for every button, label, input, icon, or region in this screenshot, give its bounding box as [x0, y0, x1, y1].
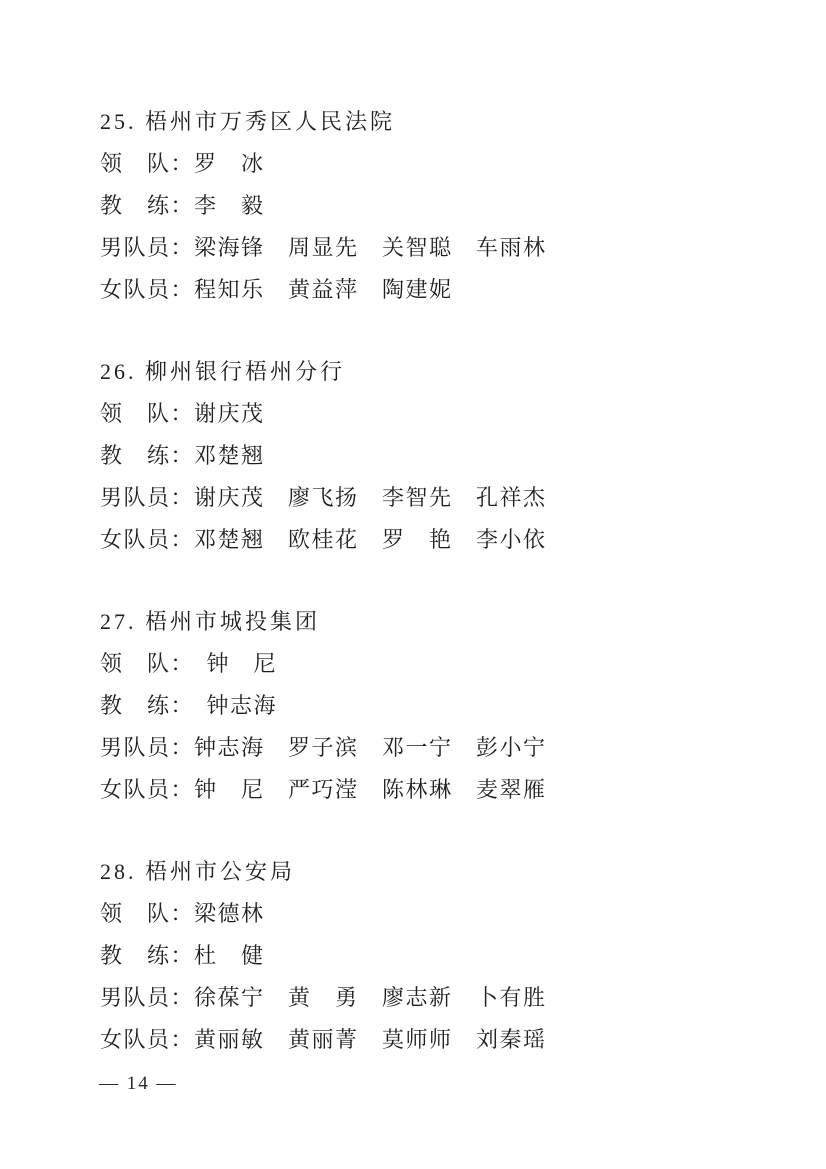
team-male-members-line: 男队员：梁海锋 周显先 关智聪 车雨林 — [100, 235, 547, 260]
team-section-25 — [100, 101, 776, 311]
team-title: 25. 梧州市万秀区人民法院 — [100, 109, 396, 134]
team-male-members-line: 男队员：谢庆茂 廖飞扬 李智先 孔祥杰 — [100, 485, 547, 510]
team-leader-line: 领 队：谢庆茂 — [100, 401, 265, 426]
team-title: 28. 梧州市公安局 — [100, 859, 296, 884]
team-female-members-line: 女队员：邓楚翘 欧桂花 罗 艳 李小依 — [100, 527, 547, 552]
team-male-members-line: 男队员：徐葆宁 黄 勇 廖志新 卜有胜 — [100, 985, 547, 1010]
team-coach-line: 教 练：杜 健 — [100, 943, 265, 968]
team-female-members-line: 女队员：黄丽敏 黄丽菁 莫师师 刘秦瑶 — [100, 1027, 547, 1052]
team-female-members-line: 女队员：钟 尼 严巧滢 陈林琳 麦翠雁 — [100, 777, 547, 802]
team-leader-line: 领 队： 钟 尼 — [100, 651, 278, 676]
team-male-members-line: 男队员：钟志海 罗子滨 邓一宁 彭小宁 — [100, 735, 547, 760]
team-title: 26. 柳州银行梧州分行 — [100, 359, 346, 384]
team-coach-line: 教 练： 钟志海 — [100, 693, 278, 718]
team-section-26 — [100, 351, 776, 561]
team-title: 27. 梧州市城投集团 — [100, 609, 321, 634]
team-coach-line: 教 练：李 毅 — [100, 193, 265, 218]
team-leader-line: 领 队：罗 冰 — [100, 151, 265, 176]
team-leader-line: 领 队：梁德林 — [100, 901, 265, 926]
team-coach-line: 教 练：邓楚翘 — [100, 443, 265, 468]
team-section-28 — [100, 851, 776, 1061]
document-body — [100, 101, 776, 1101]
team-section-27 — [100, 601, 776, 811]
page-number: — 14 — — [99, 1073, 178, 1094]
team-female-members-line: 女队员：程知乐 黄益萍 陶建妮 — [100, 277, 453, 302]
